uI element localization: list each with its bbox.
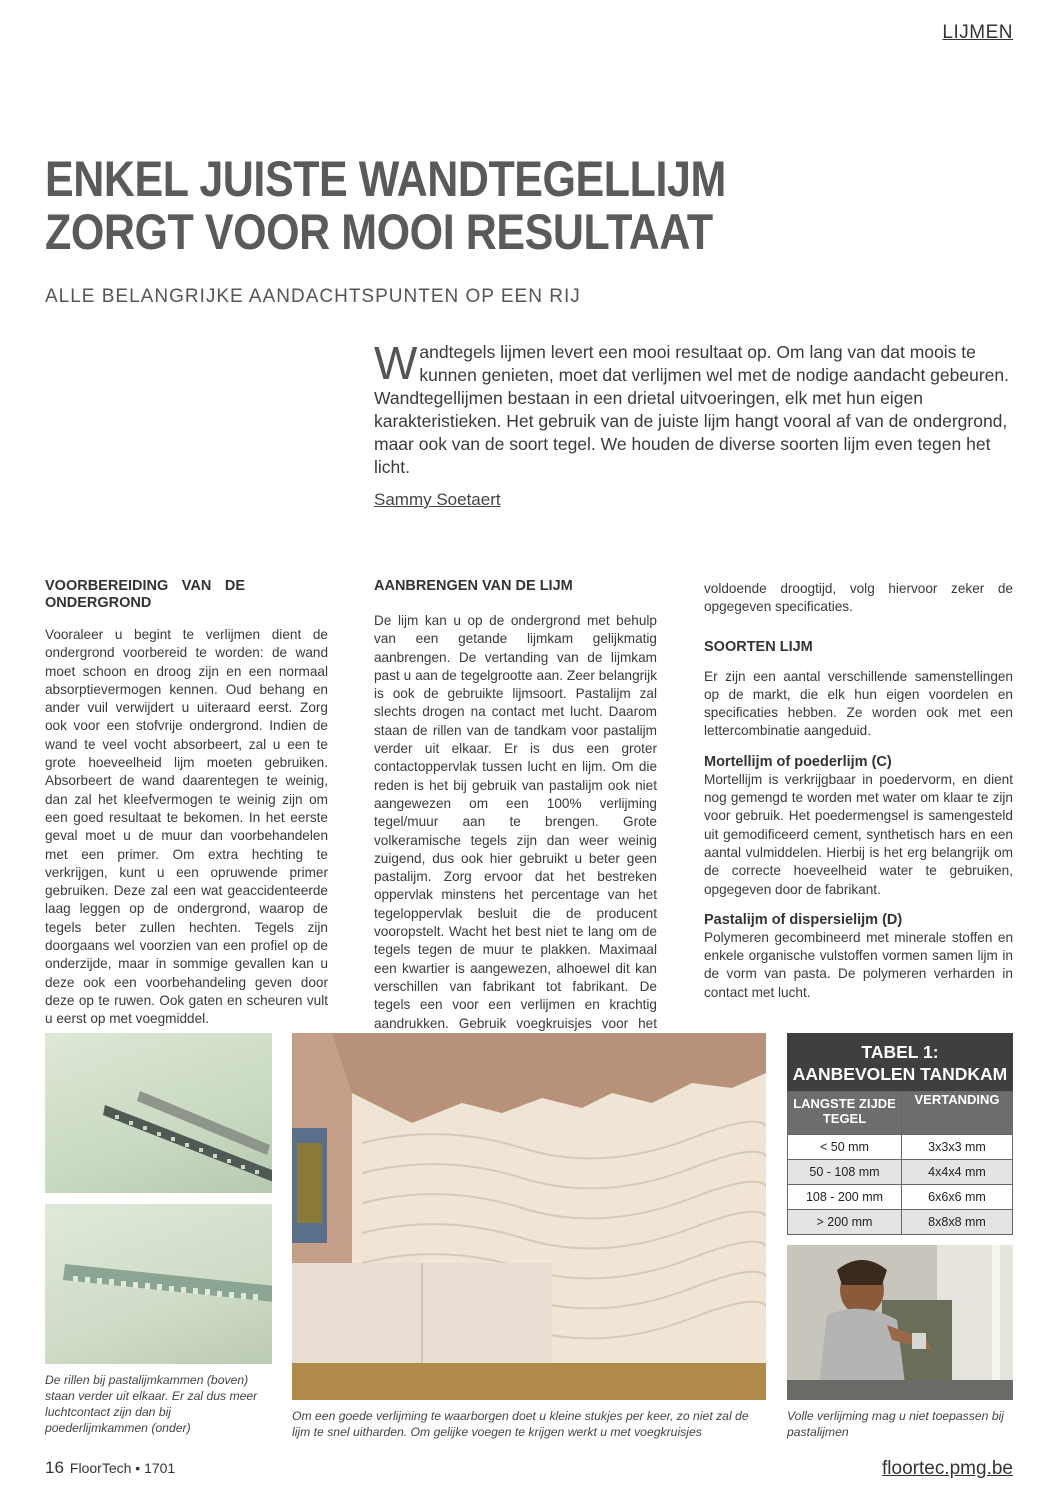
footer-left (45, 1458, 175, 1478)
table-cell-size: 108 - 200 mm (788, 1185, 902, 1210)
col1-text: Vooraleer u begint te verlijmen dient de ondergrond voorbereid te worden: de wand moet schoon en droog zijn en een normaal absorptievermogen kennen. Oud behang en ander vuil verwijdert u uiteraard eerst. Zorg ook voor een stofvrije ondergrond. Indien de wand te veel vocht absorbeert, zal u een te grote hoeveelheid lijm moeten gebruiken. Absorbeert de wand daarentegen te weinig, dan zal het kleefvermogen te weinig zijn om een goed resultaat te bekomen. In het eerste geval moet u de muur dan voorbehandelen met een primer. Om extra hechting te verkrijgen, kunt u een opruwende primer gebruiken. Deze zal een wat geaccidenteerde laag leggen op de ondergrond, waarop de tegels beter zullen hechten. Tegels zijn doorgaans wel voorzien van een profiel op de onderzijde, maar in sommige gevallen kan u deze ook een voorbehandeling geven door deze op te ruwen. Ook gaten en scheuren vult u eerst op met voegmiddel. (45, 627, 328, 1027)
heading-aanbrengen: AANBRENGEN VAN DE LIJM (374, 578, 573, 594)
table-cell-size: > 200 mm (788, 1210, 902, 1235)
heading-voorbereiding: VOORBEREIDING VAN DE ONDERGROND (45, 578, 245, 611)
table-title (787, 1033, 1013, 1091)
table-cell-tooth: 4x4x4 mm (902, 1160, 1013, 1185)
page-number: 16 (45, 1458, 64, 1477)
caption-left: De rillen bij pastalijmkammen (boven) staan verder uit elkaar. Er zal dus meer luchtcontact zijn dan bij poederlijmkammen (onder) (45, 1373, 258, 1435)
column-2 (374, 578, 657, 1061)
article-title (45, 153, 819, 259)
table-cell-tooth: 3x3x3 mm (902, 1135, 1013, 1160)
col3-pastalijm-text: Polymeren gecombineerd met minerale stoffen en enkele organische vulstoffen vormen samen lijm in de vorm van pasta. De polymeren verharden in contact met lucht. (704, 929, 1013, 1000)
table-cell-tooth: 8x8x8 mm (902, 1210, 1013, 1235)
table-header-row (788, 1092, 1013, 1135)
subheading-mortellijm: Mortellijm of poederlijm (C) (704, 753, 892, 770)
footer-url-link[interactable]: floortec.pmg.be (882, 1458, 1013, 1479)
worker-image (787, 1245, 1013, 1400)
column-1 (45, 578, 328, 1039)
table-row (788, 1160, 1013, 1185)
caption-right: Volle verlijming mag u niet toepassen bij pastalijmen (787, 1409, 1005, 1439)
table-title-line-1: TABEL 1: (861, 1042, 939, 1062)
trowel-powder-image (45, 1204, 272, 1364)
subheading-pastalijm: Pastalijm of dispersielijm (D) (704, 911, 903, 928)
table-cell-size: 50 - 108 mm (788, 1160, 902, 1185)
table-row (788, 1210, 1013, 1235)
publication-name: FloorTech • 1701 (69, 1460, 176, 1476)
photo-pastalijmkam (45, 1033, 272, 1193)
col3-intro-text: voldoende droogtijd, volg hiervoor zeker de opgegeven specificaties. (704, 581, 1013, 615)
heading-soorten-lijm: SOORTEN LIJM (704, 638, 813, 655)
tabel-aanbevolen-tandkam (787, 1033, 1013, 1235)
table-cell-size: < 50 mm (788, 1135, 902, 1160)
photo-worker (787, 1245, 1013, 1400)
author-link[interactable]: Sammy Soetaert (374, 490, 501, 509)
section-tag: LIJMEN (942, 22, 1013, 43)
intro-paragraph (374, 337, 1014, 479)
article-subtitle: ALLE BELANGRIJKE AANDACHTSPUNTEN OP EEN RIJ (45, 286, 581, 307)
col3-text: Er zijn een aantal verschillende samenstellingen op de markt, die elk hun eigen voordelen en specificaties hebben. Ze worden ook met een lettercombinatie aangeduid. (704, 668, 1013, 739)
caption-center: Om een goede verlijming te waarborgen doet u kleine stukjes per keer, zo niet zal de lijm te snel uitharden. Om gelijke voegen te krijgen werkt u met voegkruisjes (292, 1409, 749, 1439)
drop-cap: W (374, 337, 418, 389)
intro-text: andtegels lijmen levert een mooi resultaat op. Om lang van dat moois te kunnen genieten, moet dat verlijmen wel met de nodige aandacht gebeuren. Wandtegellijmen bestaan in een drietal uitvoeringen, elk met hun eigen karakteristieken. Het gebruik van de juiste lijm hangt vooral af van de ondergrond, maar ook van de soort tegel. We houden de diverse soorten lijm even tegen het licht. (374, 342, 1009, 477)
title-line-2: ZORGT VOOR MOOI RESULTAAT (45, 204, 713, 260)
table-cell-tooth: 6x6x6 mm (902, 1185, 1013, 1210)
table-title-line-2: AANBEVOLEN TANDKAM (792, 1064, 1008, 1084)
column-3 (704, 580, 1013, 1012)
wall-glue-image (292, 1033, 766, 1400)
photo-wall-glue (292, 1033, 766, 1400)
photo-poederlijmkam (45, 1204, 272, 1364)
table-header-size: LANGSTE ZIJDE TEGEL (788, 1092, 902, 1135)
table-row (788, 1185, 1013, 1210)
trowel-pasta-image (45, 1033, 272, 1193)
table (787, 1091, 1013, 1235)
title-line-1: ENKEL JUISTE WANDTEGELLIJM (45, 151, 726, 207)
table-row (788, 1135, 1013, 1160)
table-header-tooth: VERTANDING (902, 1092, 1013, 1135)
col2-text: De lijm kan u op de ondergrond met behulp van een getande lijmkam gelijkmatig aanbrengen. De vertanding van de lijmkam past u aan de tegelgrootte aan. Zeer belangrijk is ook de gebruikte lijmsoort. Pastalijm zal slechts drogen na contact met lucht. Daarom staan de rillen van de tandkam voor pastalijm verder uit elkaar. Er is dus een groter contactoppervlak tussen lucht en lijm. Om die reden is het bij gebruik van pastalijm ook niet aangewezen om een 100% verlijming tegel/muur aan te brengen. Grote volkeramische tegels zijn dan weer weinig zuigend, dus ook hier gebruikt u beter geen pastalijm. Zorg ervoor dat het bestreken oppervlak minstens het percentage van het tegeloppervlak besluit die de producent vooropstelt. Wacht het best niet te lang om de tegels tegen de muur te plakken. Maximaal een kwartier is aangewezen, alhoewel dit kan verschillen van fabrikant tot fabrikant. De tegels een voor een verlijmen en krachtig aandrukken. Gebruik voegkruisjes voor het (374, 613, 657, 1031)
col3-mortellijm-text: Mortellijm is verkrijgbaar in poedervorm, en dient nog gemengd te worden met water om klaar te zijn voor gebruik. Het poedermengsel is samengesteld uit gemodificeerd cement, synthetisch hars en een aantal vulmiddelen. Hierbij is het erg belangrijk om de correcte hoeveelheid water te gebruiken, opgegeven door de fabrikant. (704, 771, 1013, 897)
